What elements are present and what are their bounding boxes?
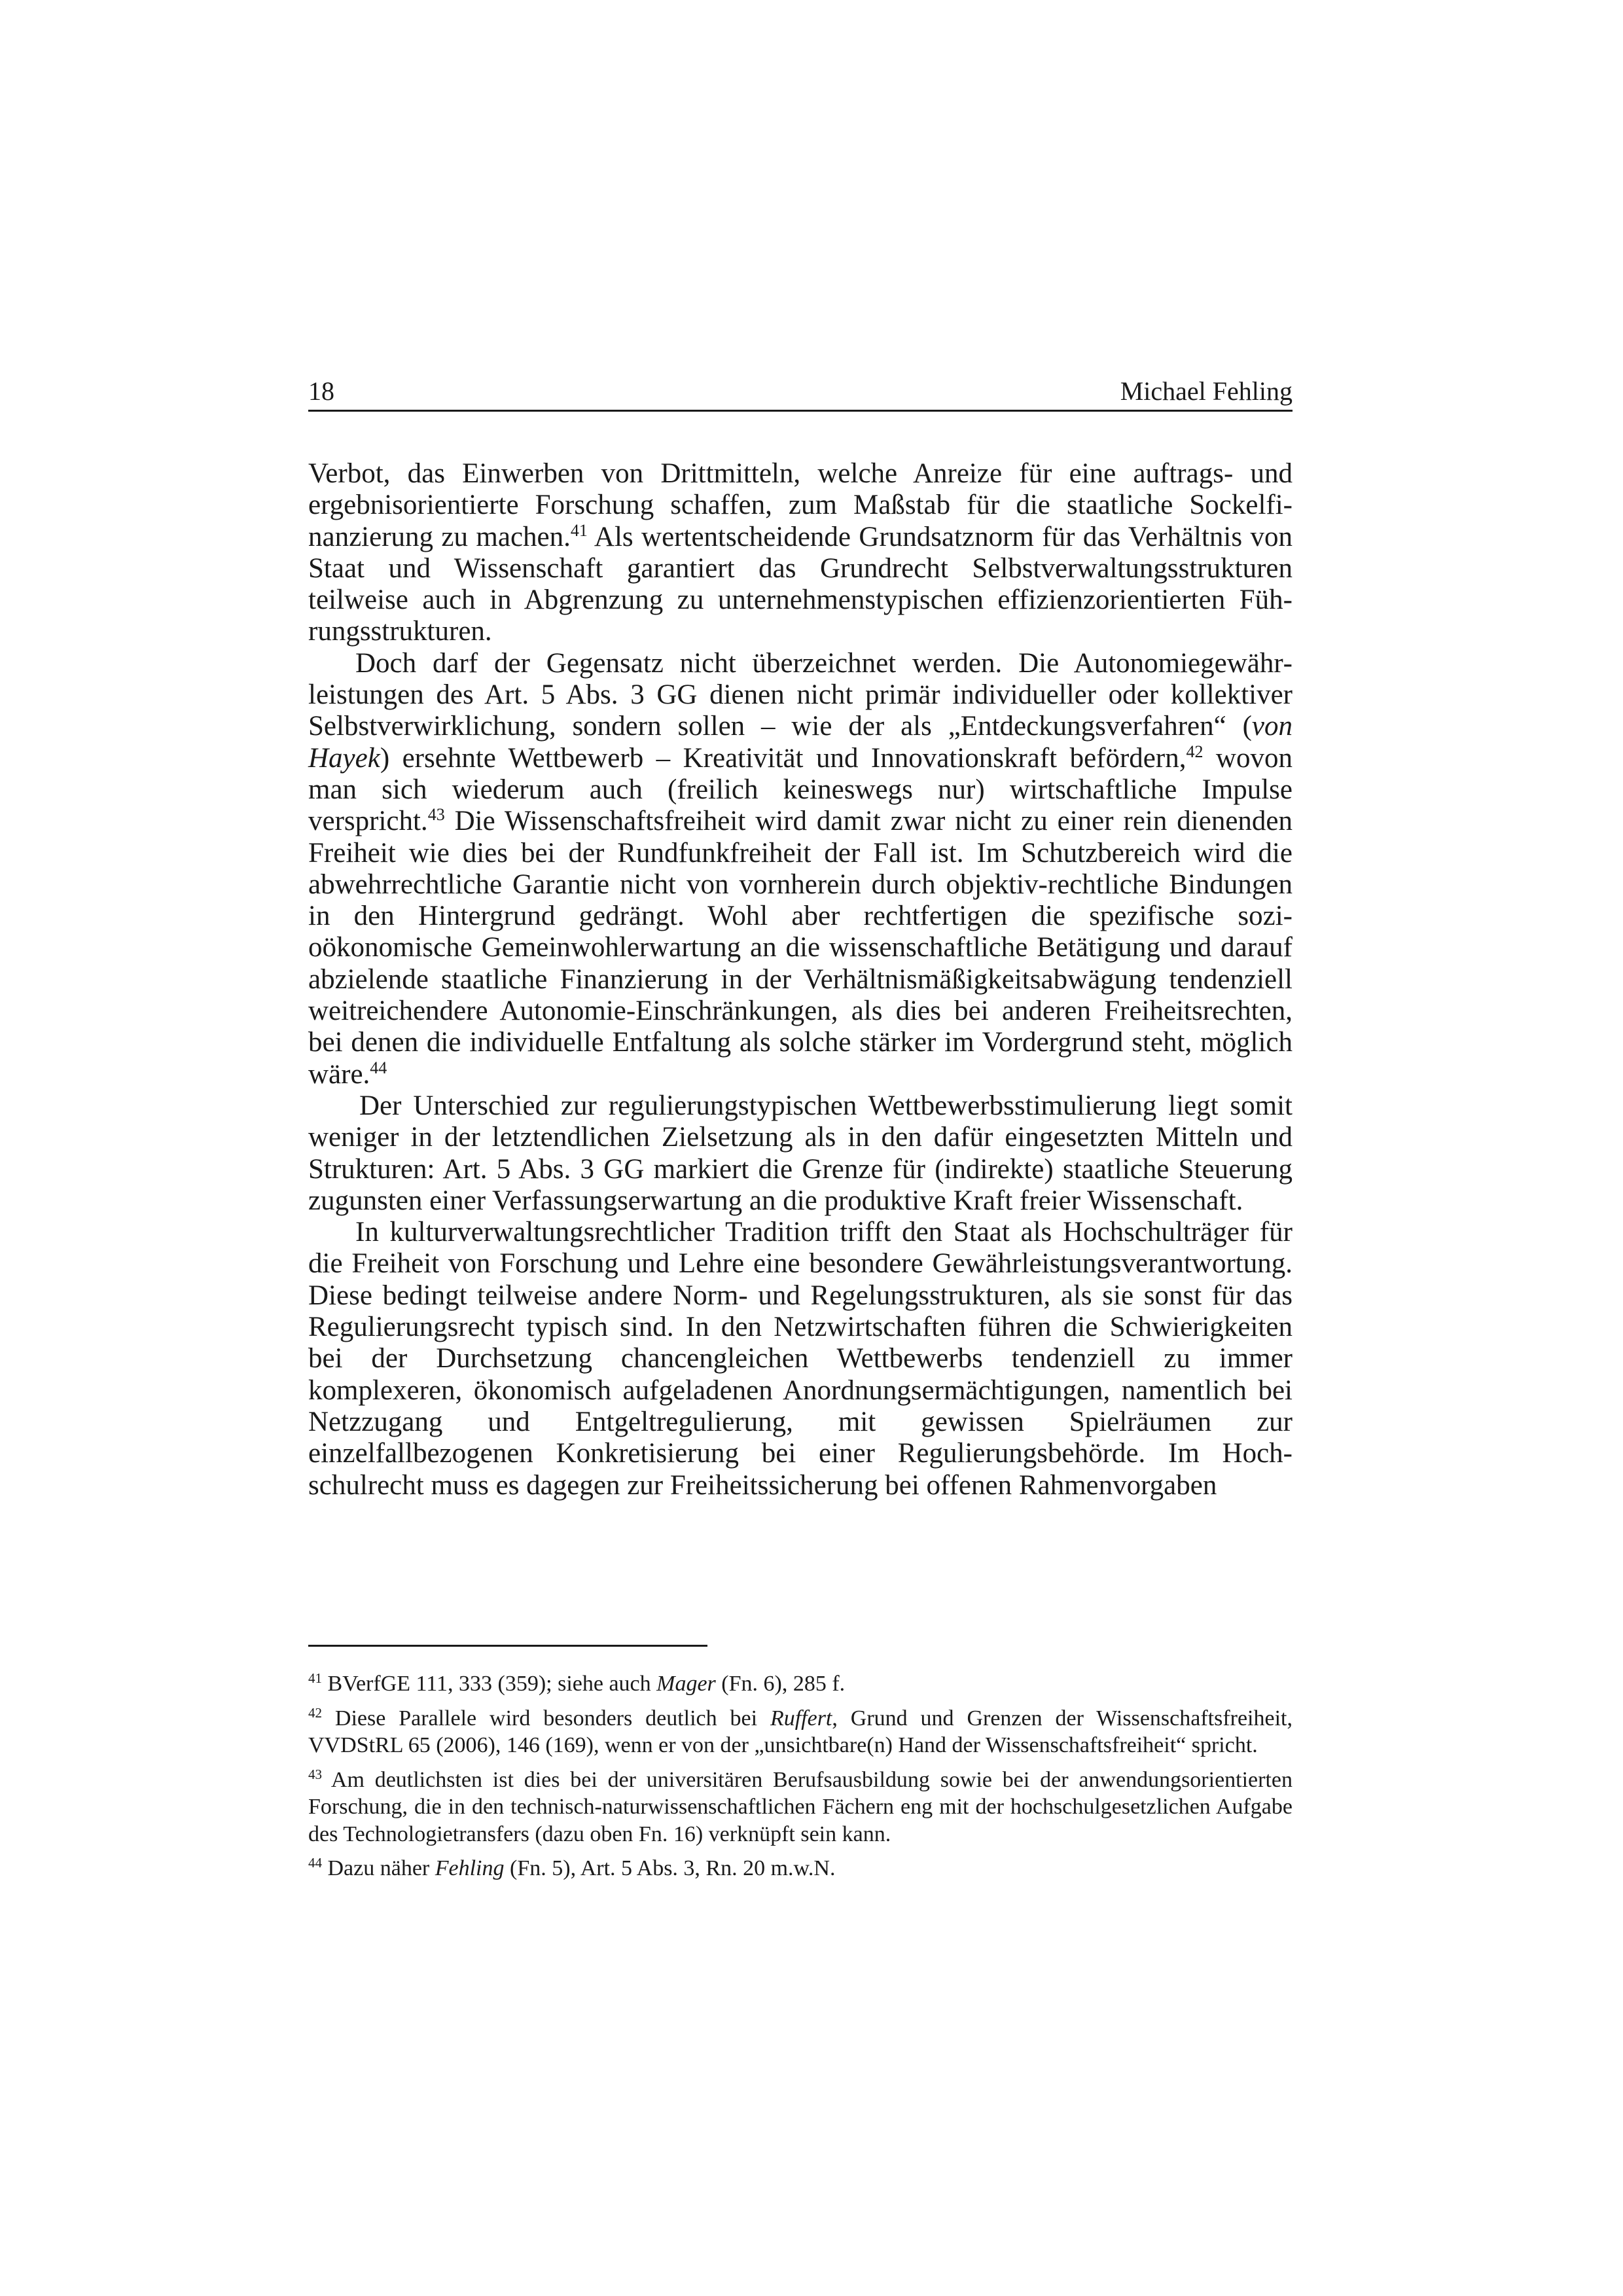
- text-run: Doch darf der Gegensatz nicht überzeichnet werden. Die Autonomiegewährleistungen des Art. 5 Abs. 3 GG dienen nicht primär individueller oder kollektiver Selbstverwirklichung, sondern sollen – wie der als „Entdeckungsverfahren“ (: [308, 647, 1293, 742]
- text-run: , Grund und Grenzen der Wissenschaftsfreiheit, VVDStRL 65 (2006), 146 (169), wenn er von der „unsichtbare(n) Hand der Wissenschaftsfreiheit“ spricht.: [308, 1706, 1293, 1757]
- italic-author-name: Ruffert: [770, 1706, 832, 1731]
- text-run: (Fn. 5), Art. 5 Abs. 3, Rn. 20 m.w.N.: [504, 1856, 836, 1880]
- footnote: [308, 1855, 1293, 1882]
- text-run: Der Unterschied zur regulierungstypischen Wettbewerbsstimulierung liegt somit weniger in der letztendlichen Zielsetzung als in den dafür eingesetzten Mitteln und Strukturen: Art. 5 Abs. 3 GG markiert die Grenze für (indirekte) staatliche Steuerung zugunsten einer Verfassungserwartung an die produktive Kraft freier Wissenschaft.: [308, 1090, 1293, 1216]
- body-paragraph: [308, 1217, 1293, 1501]
- footnote: [308, 1670, 1293, 1698]
- text-run: Als wertentscheidende Grundsatznorm für das Verhältnis von Staat und Wissenschaft garantiert das Grundrecht Selbstverwaltungsstrukturen teilweise auch in Abgrenzung zu unternehmenstypischen effizienzorientierten Führungsstrukturen.: [308, 521, 1293, 647]
- footnote-marker: 43: [427, 805, 445, 825]
- footnotes: [308, 1670, 1293, 1890]
- text-run: Verbot, das Einwerben von Drittmitteln, welche Anreize für eine auftrags- und ergebnisorientierte Forschung schaffen, zum Maßstab für die staatliche Sockelfinanzierung zu machen.: [308, 458, 1293, 552]
- text-run: (Fn. 6), 285 f.: [715, 1672, 846, 1696]
- text-run: Dazu näher: [322, 1856, 435, 1880]
- page-number: 18: [308, 376, 334, 406]
- text-run: wovon man sich wiederum auch (freilich keineswegs nur) wirtschaftliche Impulse verspricht.: [308, 742, 1293, 837]
- body-paragraph: [308, 648, 1293, 1090]
- text-run: In kulturverwaltungsrechtlicher Tradition trifft den Staat als Hochschulträger für die Freiheit von Forschung und Lehre eine besondere Gewährleistungsverantwortung. Diese bedingt teilweise andere Norm- und Regelungsstrukturen, als sie sonst für das Regulierungsrecht typisch sind. In den Netzwirtschaften führen die Schwierigkeiten bei der Durchsetzung chancengleichen Wettbewerbs tendenziell zu immer komplexeren, ökonomisch aufgeladenen Anordnungsermächtigungen, namentlich bei Netzzugang und Entgeltregulierung, mit gewissen Spielräumen zur einzelfallbezogenen Konkretisierung bei einer Regulierungsbehörde. Im Hochschulrecht muss es dagegen zur Freiheitssicherung bei offenen Rahmenvorgaben: [308, 1217, 1293, 1501]
- text-run: ) ersehnte Wettbewerb – Kreativität und Innovationskraft befördern,: [380, 742, 1186, 774]
- footnote: [308, 1705, 1293, 1759]
- text-run: Die Wissenschaftsfreiheit wird damit zwar nicht zu einer rein dienenden Freiheit wie dies bei der Rundfunkfreiheit der Fall ist. Im Schutzbereich wird die abwehrrechtliche Garantie nicht von vornherein durch objektiv-rechtliche Bindungen in den Hintergrund gedrängt. Wohl aber rechtfertigen die spezifische sozioökonomische Gemeinwohlerwartung an die wissenschaftliche Betätigung und darauf abzielende staatliche Finanzierung in der Verhältnismäßigkeitsabwägung tendenziell weitreichendere Autonomie-Einschränkungen, als dies bei anderen Freiheitsrechten, bei denen die individuelle Entfaltung als solche stärker im Vordergrund steht, möglich wäre.: [308, 806, 1293, 1090]
- footnote-separator: [308, 1645, 707, 1647]
- footnote: [308, 1767, 1293, 1848]
- text-run: Diese Parallele wird besonders deutlich bei: [322, 1706, 770, 1731]
- italic-author-name: Mager: [656, 1672, 716, 1696]
- footnote-marker: 42: [308, 1704, 322, 1721]
- italic-author-name: von Hayek: [308, 711, 1293, 774]
- footnote-marker: 44: [308, 1855, 322, 1871]
- text-run: BVerfGE 111, 333 (359); siehe auch: [322, 1672, 657, 1696]
- page-header: [308, 372, 1293, 412]
- footnote-marker: 44: [370, 1058, 387, 1077]
- italic-author-name: Fehling: [435, 1856, 505, 1880]
- running-head-author: Michael Fehling: [1120, 376, 1293, 406]
- footnote-marker: 42: [1186, 742, 1204, 761]
- footnote-marker: 41: [570, 520, 588, 540]
- body-text: [308, 458, 1293, 1501]
- body-paragraph: [308, 458, 1293, 648]
- text-run: Am deutlichsten ist dies bei der universitären Berufsausbildung sowie bei der anwendungsorientierten Forschung, die in den technisch-naturwissenschaftlichen Fächern eng mit der hochschulgesetzlichen Aufgabe des Technologietransfers (dazu oben Fn. 16) verknüpft sein kann.: [308, 1767, 1293, 1846]
- footnote-marker: 41: [308, 1670, 322, 1686]
- footnote-marker: 43: [308, 1766, 322, 1782]
- body-paragraph: [308, 1090, 1293, 1217]
